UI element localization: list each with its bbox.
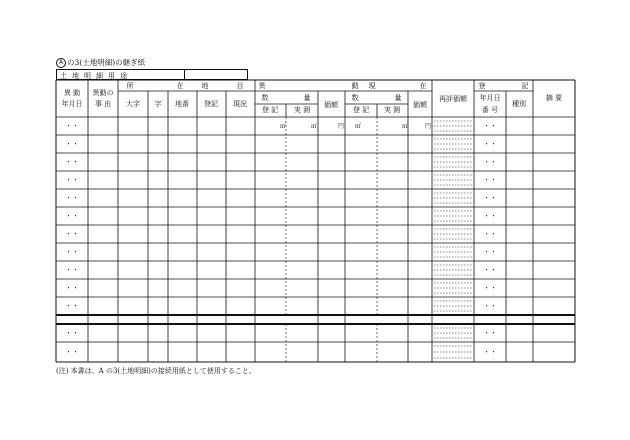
date-placeholder: ・・ bbox=[65, 122, 79, 130]
reg-date-placeholder: ・・ bbox=[483, 140, 497, 148]
date-placeholder: ・・ bbox=[65, 266, 79, 274]
header-location-sub: 地番 bbox=[175, 100, 189, 108]
header-qty: 数 bbox=[261, 94, 269, 102]
header-change: 異 bbox=[258, 82, 266, 90]
form-title-text: の3(土地明細)の継ぎ紙 bbox=[67, 58, 146, 67]
header-reg-sub: 番 号 bbox=[481, 106, 499, 114]
unit-sqm: ㎡ bbox=[310, 123, 318, 130]
date-placeholder: ・・ bbox=[65, 248, 79, 256]
header-current: 在 bbox=[419, 82, 427, 90]
header-location: 地 bbox=[201, 82, 209, 90]
date-placeholder: ・・ bbox=[65, 194, 79, 202]
date-placeholder: ・・ bbox=[65, 140, 79, 148]
date-placeholder: ・・ bbox=[65, 230, 79, 238]
unit-sqm: ㎡ bbox=[279, 123, 287, 130]
reg-date-placeholder: ・・ bbox=[483, 248, 497, 256]
unit-sqm: ㎡ bbox=[354, 123, 362, 130]
reg-date-placeholder: ・・ bbox=[483, 284, 497, 292]
header-qty: 量 bbox=[303, 94, 311, 102]
date-placeholder: ・・ bbox=[65, 302, 79, 310]
circled-a: A bbox=[56, 58, 66, 68]
header-qty: 数 bbox=[351, 94, 359, 102]
unit-yen: 円 bbox=[337, 123, 345, 130]
header-type: 種別 bbox=[512, 100, 526, 108]
reg-date-placeholder: ・・ bbox=[483, 194, 497, 202]
header-qty-sub: 登 記 bbox=[352, 106, 370, 114]
footnote: (注) 本書は、A の3(土地明細)の接続用紙として使用すること。 bbox=[56, 367, 256, 375]
unit-sqm: ㎡ bbox=[401, 123, 409, 130]
reg-date-placeholder: ・・ bbox=[483, 266, 497, 274]
header-price: 価額 bbox=[324, 101, 338, 109]
header-location-sub: 現況 bbox=[233, 100, 247, 108]
header-reg-sub: 年月日 bbox=[479, 94, 501, 102]
date-placeholder: ・・ bbox=[65, 212, 79, 220]
reg-date-placeholder: ・・ bbox=[483, 348, 497, 356]
header-location: 在 bbox=[176, 82, 184, 90]
reg-date-placeholder: ・・ bbox=[483, 329, 497, 337]
header-current: 現 bbox=[368, 82, 376, 90]
date-placeholder: ・・ bbox=[65, 158, 79, 166]
header-date: 年月日 bbox=[61, 100, 83, 108]
header-qty-sub: 登 記 bbox=[261, 106, 279, 114]
date-placeholder: ・・ bbox=[65, 329, 79, 337]
reg-date-placeholder: ・・ bbox=[483, 176, 497, 184]
header-price: 価額 bbox=[413, 101, 427, 109]
reg-date-placeholder: ・・ bbox=[483, 212, 497, 220]
header-location-sub: 大字 bbox=[126, 100, 140, 108]
date-placeholder: ・・ bbox=[65, 176, 79, 184]
header-location-sub: 登記 bbox=[204, 100, 218, 108]
reg-date-placeholder: ・・ bbox=[483, 158, 497, 166]
header-qty: 量 bbox=[394, 94, 402, 102]
header-remarks: 摘 要 bbox=[545, 94, 563, 102]
reg-date-placeholder: ・・ bbox=[483, 302, 497, 310]
reg-date-placeholder: ・・ bbox=[483, 122, 497, 130]
header-location: 所 bbox=[126, 82, 134, 90]
header-change: 動 bbox=[351, 82, 359, 90]
header-reason: 異動の bbox=[92, 89, 114, 97]
header-revalue: 再評価額 bbox=[439, 95, 467, 103]
header-registration: 記 bbox=[521, 82, 529, 90]
header-qty-sub: 実 測 bbox=[383, 106, 401, 114]
header-location: 目 bbox=[236, 82, 244, 90]
date-placeholder: ・・ bbox=[65, 348, 79, 356]
header-registration: 登 bbox=[478, 82, 486, 90]
purpose-label: 土地明細用途 bbox=[60, 72, 132, 80]
reg-date-placeholder: ・・ bbox=[483, 230, 497, 238]
header-reason: 事 由 bbox=[94, 100, 112, 108]
header-qty-sub: 実 測 bbox=[293, 106, 311, 114]
header-location-sub: 字 bbox=[154, 100, 162, 108]
date-placeholder: ・・ bbox=[65, 284, 79, 292]
header-date: 異 動 bbox=[63, 89, 81, 97]
unit-yen: 円 bbox=[424, 123, 432, 130]
